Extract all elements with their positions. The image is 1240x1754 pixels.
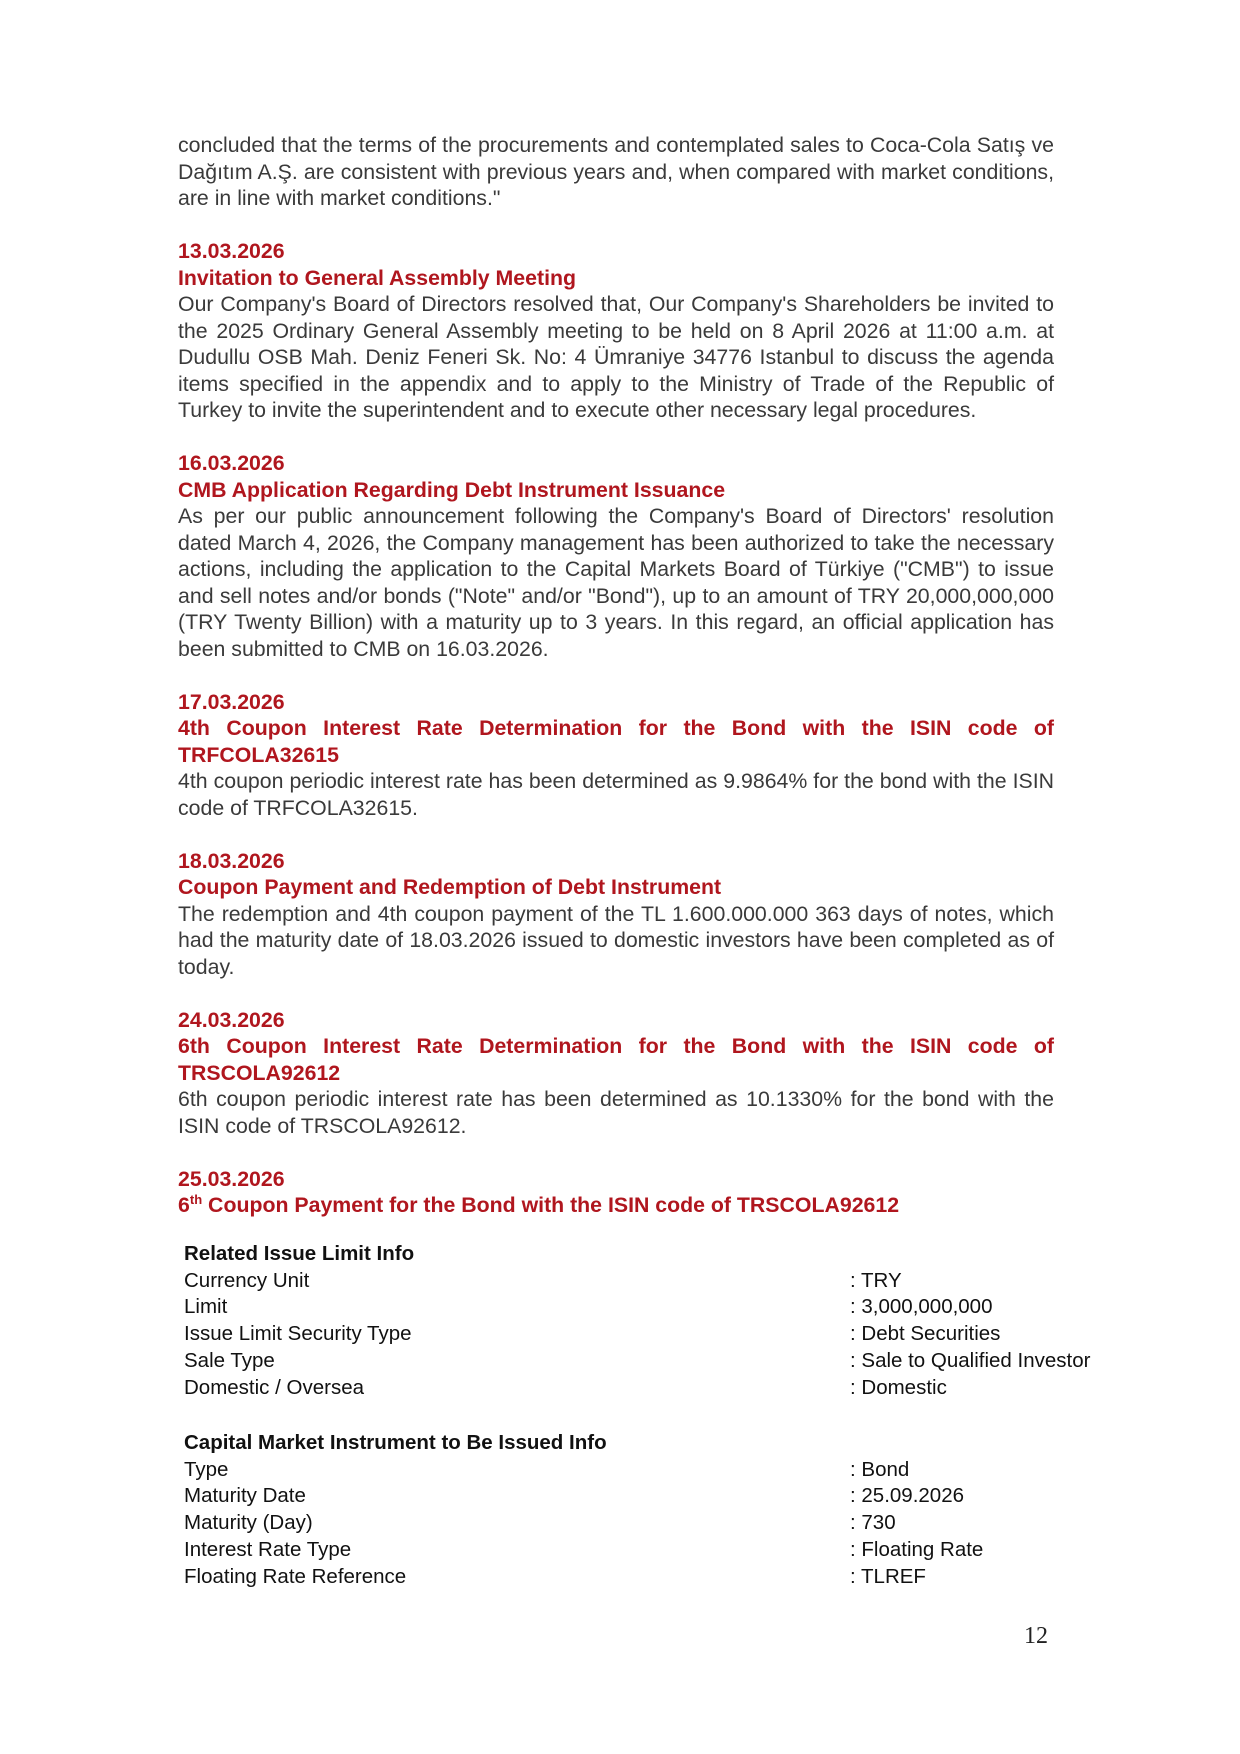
info-value: : TLREF: [850, 1564, 926, 1588]
info-value: : TRY: [850, 1268, 902, 1292]
info-row: [184, 1348, 1104, 1375]
entry-title: [178, 1192, 1054, 1219]
info-value: : 730: [850, 1511, 896, 1535]
info-value: : Bond: [850, 1457, 910, 1481]
entry-body: 4th coupon periodic interest rate has been determined as 9.9864% for the bond with the ISIN code of TRFCOLA32615.: [178, 769, 1054, 820]
info-value: : 3,000,000,000: [850, 1295, 993, 1319]
entry-24-03: [178, 1007, 1054, 1140]
info-row: [184, 1268, 1104, 1295]
entry-date: 13.03.2026: [178, 239, 285, 263]
info-label: Interest Rate Type: [184, 1537, 352, 1561]
entry-title: 6th Coupon Interest Rate Determination for the Bond with the ISIN code of TRSCOLA92612: [178, 1034, 1054, 1085]
info-label: Type: [184, 1457, 229, 1481]
entry-date: 24.03.2026: [178, 1007, 285, 1032]
entry-body: As per our public announcement following the Company's Board of Directors' resolution dated March 4, 2026, the Company management has been authorized to take the necessary actions, including the application to the Capital Markets Board of Türkiye ("CMB") to issue and sell notes and/or bonds ("Note" and/or "Bond"), up to an amount of TRY 20,000,000,000 (TRY Twenty Billion) with a maturity up to 3 years. In this regard, an official application has been submitted to CMB on 16.03.2026.: [178, 504, 1054, 661]
info-row: [184, 1564, 1104, 1591]
info-label: Limit: [184, 1295, 228, 1319]
instrument-info: [184, 1430, 1104, 1590]
info-row: [184, 1483, 1104, 1510]
intro-paragraph: concluded that the terms of the procurements and contemplated sales to Coca-Cola Satış ve Dağıtım A.Ş. are consistent with previous years and, when compared with market conditions, are in line with market conditions.": [178, 133, 1054, 210]
entry-18-03: [178, 848, 1054, 981]
entry-25-03: [178, 1166, 1054, 1219]
info-row: [184, 1457, 1104, 1484]
entry-title: CMB Application Regarding Debt Instrument Issuance: [178, 477, 726, 502]
entry-body: 6th coupon periodic interest rate has been determined as 10.1330% for the bond with the ISIN code of TRSCOLA92612.: [178, 1087, 1054, 1138]
info-label: Sale Type: [184, 1348, 275, 1372]
entry-title: 4th Coupon Interest Rate Determination for the Bond with the ISIN code of TRFCOLA32615: [178, 716, 1054, 767]
info-label: Currency Unit: [184, 1268, 310, 1292]
info-value: : 25.09.2026: [850, 1484, 964, 1508]
entry-date: 16.03.2026: [178, 451, 285, 475]
info-row: [184, 1294, 1104, 1321]
entry-body: The redemption and 4th coupon payment of the TL 1.600.000.000 363 days of notes, which had the maturity date of 18.03.2026 issued to domestic investors have been completed as of today.: [178, 901, 1054, 979]
issue-limit-info: [184, 1241, 1104, 1401]
info-value: : Debt Securities: [850, 1322, 1001, 1346]
title-number: 6: [178, 1193, 190, 1217]
page-number: 12: [1024, 1623, 1048, 1649]
info-value: : Domestic: [850, 1375, 947, 1399]
info-label: Maturity Date: [184, 1484, 306, 1508]
info-value: : Floating Rate: [850, 1537, 984, 1561]
entry-date: 25.03.2026: [178, 1166, 285, 1191]
info-row: [184, 1375, 1104, 1402]
info-label: Domestic / Oversea: [184, 1375, 364, 1399]
info-row: [184, 1321, 1104, 1348]
title-text: Coupon Payment for the Bond with the ISIN code of TRSCOLA92612: [202, 1193, 900, 1217]
info-value: : Sale to Qualified Investor: [850, 1348, 1091, 1372]
info-label: Issue Limit Security Type: [184, 1322, 412, 1346]
entry-title: Coupon Payment and Redemption of Debt Instrument: [178, 875, 722, 899]
entry-17-03: [178, 689, 1054, 822]
info-label: Floating Rate Reference: [184, 1564, 407, 1588]
entry-date: 17.03.2026: [178, 689, 285, 714]
info-row: [184, 1510, 1104, 1537]
info-row: [184, 1537, 1104, 1564]
entry-13-03: [178, 238, 1054, 424]
title-ordinal-suffix: th: [189, 1191, 203, 1207]
main-text: [178, 132, 1054, 1219]
entry-body: Our Company's Board of Directors resolved that, Our Company's Shareholders be invited to the 2025 Ordinary General Assembly meeting to be held on 8 April 2026 at 11:00 a.m. at Dudullu OSB Mah. Deniz Feneri Sk. No: 4 Ümraniye 34776 Istanbul to discuss the agenda items specified in the appendix and to apply to the Ministry of Trade of the Republic of Turkey to invite the superintendent and to execute other necessary legal procedures.: [178, 292, 1054, 422]
entry-date: 18.03.2026: [178, 848, 285, 873]
entry-16-03: [178, 450, 1054, 662]
info-label: Maturity (Day): [184, 1511, 313, 1535]
instrument-heading: Capital Market Instrument to Be Issued Info: [184, 1431, 607, 1454]
issue-limit-heading: Related Issue Limit Info: [184, 1242, 415, 1265]
entry-title: Invitation to General Assembly Meeting: [178, 265, 577, 290]
